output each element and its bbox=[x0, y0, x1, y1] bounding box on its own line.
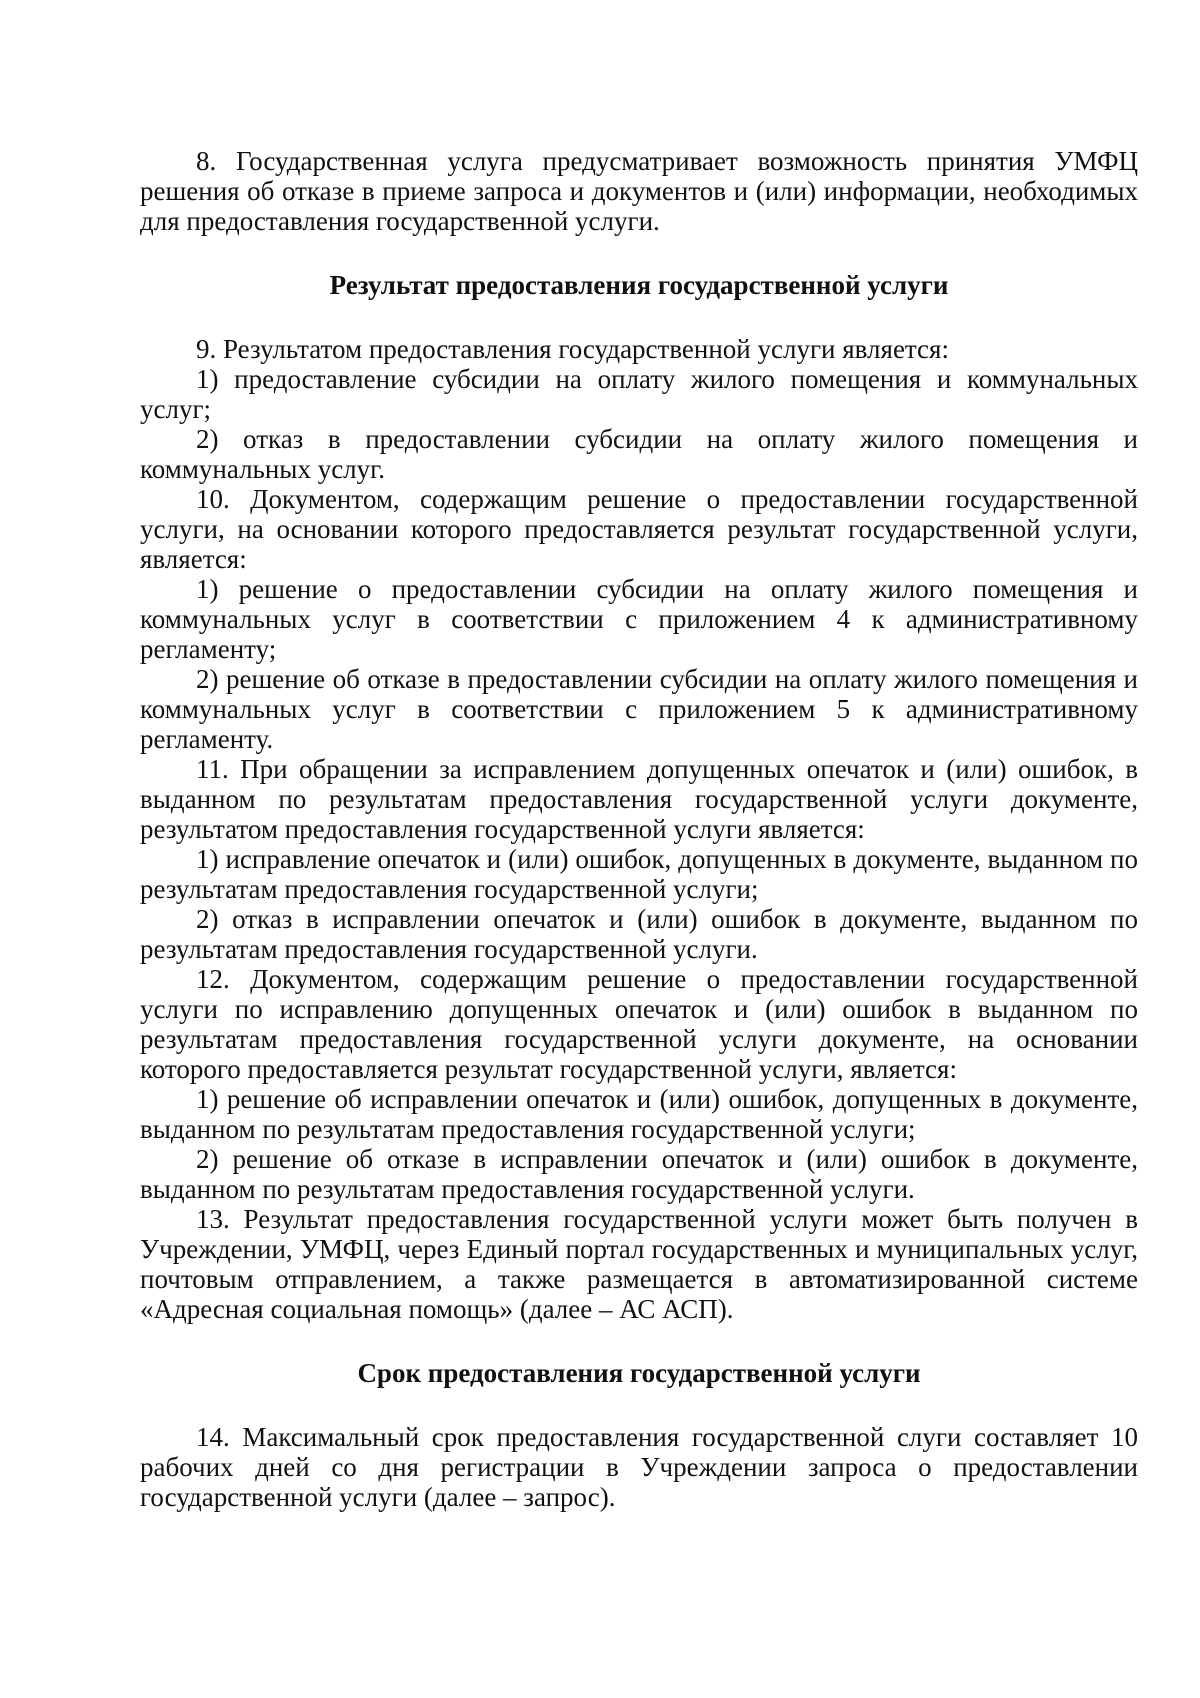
paragraph-10-item-2: 2) решение об отказе в предоставлении субсидии на оплату жилого помещения и коммунальных услуг в соответствии с приложением 5 к административному регламенту. bbox=[140, 664, 1138, 754]
paragraph-12-item-1: 1) решение об исправлении опечаток и (или) ошибок, допущенных в документе, выданном по результатам предоставления государственной услуги; bbox=[140, 1084, 1138, 1144]
paragraph-10-item-1: 1) решение о предоставлении субсидии на оплату жилого помещения и коммунальных услуг в соответствии с приложением 4 к административному регламенту; bbox=[140, 574, 1138, 664]
paragraph-11: 11. При обращении за исправлением допущенных опечаток и (или) ошибок, в выданном по результатам предоставления государственной услуги документе, результатом предоставления государственной услуги является: bbox=[140, 754, 1138, 844]
paragraph-9-item-2: 2) отказ в предоставлении субсидии на оплату жилого помещения и коммунальных услуг. bbox=[140, 424, 1138, 484]
paragraph-9: 9. Результатом предоставления государственной услуги является: bbox=[196, 334, 949, 364]
paragraph-12: 12. Документом, содержащим решение о предоставлении государственной услуги по исправлению допущенных опечаток и (или) ошибок в выданном по результатам предоставления государственной услуги документе, на основании которого предоставляется результат государственной услуги, является: bbox=[140, 964, 1138, 1084]
paragraph-9-item-1: 1) предоставление субсидии на оплату жилого помещения и коммунальных услуг; bbox=[140, 364, 1138, 424]
paragraph-10: 10. Документом, содержащим решение о предоставлении государственной услуги, на основании которого предоставляется результат государственной услуги, является: bbox=[140, 484, 1138, 574]
paragraph-14: 14. Максимальный срок предоставления государственной слуги составляет 10 рабочих дней со дня регистрации в Учреждении запроса о предоставлении государственной услуги (далее – запрос). bbox=[140, 1422, 1138, 1512]
section-heading-result: Результат предоставления государственной услуги bbox=[329, 270, 949, 300]
paragraph-13: 13. Результат предоставления государственной услуги может быть получен в Учреждении, УМФЦ, через Единый портал государственных и муниципальных услуг, почтовым отправлением, а также размещается в автоматизированной системе «Адресная социальная помощь» (далее – АС АСП). bbox=[140, 1204, 1138, 1324]
paragraph-11-item-2: 2) отказ в исправлении опечаток и (или) ошибок в документе, выданном по результатам предоставления государственной услуги. bbox=[140, 904, 1138, 964]
paragraph-8: 8. Государственная услуга предусматривает возможность принятия УМФЦ решения об отказе в приеме запроса и документов и (или) информации, необходимых для предоставления государственной услуги. bbox=[140, 146, 1138, 236]
paragraph-11-item-1: 1) исправление опечаток и (или) ошибок, допущенных в документе, выданном по результатам предоставления государственной услуги; bbox=[140, 844, 1138, 904]
section-heading-term: Срок предоставления государственной услуги bbox=[357, 1358, 921, 1388]
document-body bbox=[140, 146, 1138, 1512]
paragraph-12-item-2: 2) решение об отказе в исправлении опечаток и (или) ошибок в документе, выданном по результатам предоставления государственной услуги. bbox=[140, 1144, 1138, 1204]
